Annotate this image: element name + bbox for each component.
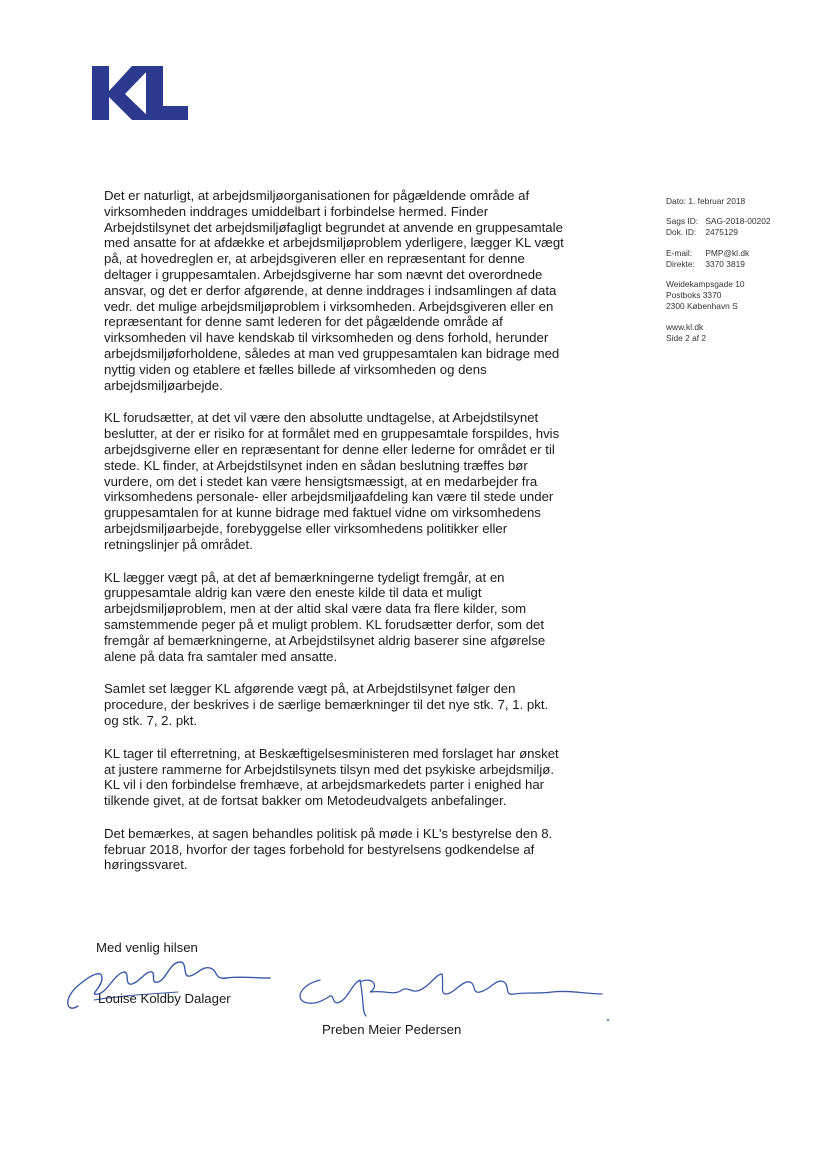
- closing-greeting: Med venlig hilsen: [96, 940, 198, 955]
- letter-body: [104, 188, 566, 890]
- sags-id-label: Sags ID:: [666, 216, 699, 227]
- paragraph-6: Det bemærkes, at sagen behandles politisk på møde i KL's bestyrelse den 8. februar 2018, hvorfor der tages forbehold for bestyrelsens godkendelse af høringssvaret.: [104, 825, 553, 873]
- date-value: 1. februar 2018: [688, 196, 746, 206]
- date-label: Dato:: [666, 196, 687, 206]
- website: www.kl.dk: [666, 321, 704, 332]
- direct-label: Direkte:: [666, 258, 695, 269]
- paragraph-2: KL forudsætter, at det vil være den absolutte undtagelse, at Arbejdstilsynet beslutter, at der er risiko for at formålet med en gruppesamtale forspildes, hvis arbejdsgiverne eller en repræsentant for denne eller lederne for området er til stede. KL finder, at Arbejdstilsynet inden en sådan beslutning træffes bør vurdere, om det i stedet kan være hensigtsmæssigt, at en medarbejder fra virksomhedens personale- eller arbejdsmiljøafdeling kan være til stede under gruppesamtalen for at kunne bidrage med faktuel vidne om virksomhedens arbejdsmiljøarbejde, forebyggelse eller virksomhedens politikker eller retningslinjer på området.: [104, 410, 560, 552]
- address-line-1: Weidekampsgade 10: [666, 279, 745, 290]
- sags-id-value: SAG-2018-00202: [705, 216, 771, 227]
- paragraph-5: KL tager til efterretning, at Beskæftigelsesministeren med forslaget har ønsket at justere rammerne for Arbejdstilsynets tilsyn med det psykiske arbejdsmiljø. KL vil i den forbindelse fremhæve, at arbejdsmarkedets parter i enighed har tilkende givet, at de fortsat bakker om Metodeudvalgets anbefalinger.: [104, 745, 559, 809]
- paragraph-1: Det er naturligt, at arbejdsmiljøorganisationen for pågældende område af virksomheden inddrages umiddelbart i forbindelse hermed. Finder Arbejdstilsynet det arbejdsmiljøfagligt begrundet at anvende en gruppesamtale med ansatte for at afdække et arbejdsmiljøproblem yderligere, lægger KL vægt på, at hovedreglen er, at arbejdsgiveren eller en repræsentant for denne deltager i gruppesamtalen. Arbejdsgiverne har som nævnt det overordnede ansvar, og det er derfor afgørende, at denne inddrages i indsamlingen af data vedr. det mulige arbejdsmiljøproblem i virksomheden. Arbejdsgiveren eller en repræsentant for denne samt lederen for det pågældende område af virksomheden vil have kendskab til virksomheden og dens forhold, herunder arbejdsmiljøforholdene, således at man ved gruppesamtalen kan bidrage med nyttig viden og etablere et fælles billede af virksomheden og dens arbejdsmiljøarbejde.: [104, 188, 564, 393]
- paragraph-4: Samlet set lægger KL afgørende vægt på, at Arbejdstilsynet følger den procedure, der beskrives i de særlige bemærkninger til det nye stk. 7, 1. pkt. og stk. 7, 2. pkt.: [104, 681, 549, 728]
- kl-logo: [92, 64, 188, 122]
- dok-id-label: Dok. ID:: [666, 227, 697, 238]
- page-number: Side 2 af 2: [666, 332, 707, 343]
- signature-louise: [58, 948, 288, 1018]
- signer-name-2: Preben Meier Pedersen: [322, 1022, 462, 1037]
- dok-id-value: 2475129: [705, 227, 738, 238]
- email-label: E-mail:: [666, 247, 693, 258]
- address-line-3: 2300 København S: [666, 301, 738, 312]
- paragraph-3: KL lægger vægt på, at det af bemærkningerne tydeligt fremgår, at en gruppesamtale aldrig kan være den eneste kilde til data et muligt arbejdsmiljøproblem, men at der altid skal være data fra flere kilder, som samstemmende peger på et muligt problem. KL forudsætter derfor, som det fremgår af bemærkningerne, at Arbejdstilsynet aldrig baserer sine afgørelse alene på data fra samtaler med ansatte.: [104, 569, 546, 664]
- letter-metadata: [666, 196, 796, 353]
- signer-name-1: Louise Koldby Dalager: [98, 991, 231, 1006]
- address-line-2: Postboks 3370: [666, 290, 722, 301]
- email-value: PMP@kl.dk: [705, 247, 750, 258]
- direct-value: 3370 3819: [705, 258, 745, 269]
